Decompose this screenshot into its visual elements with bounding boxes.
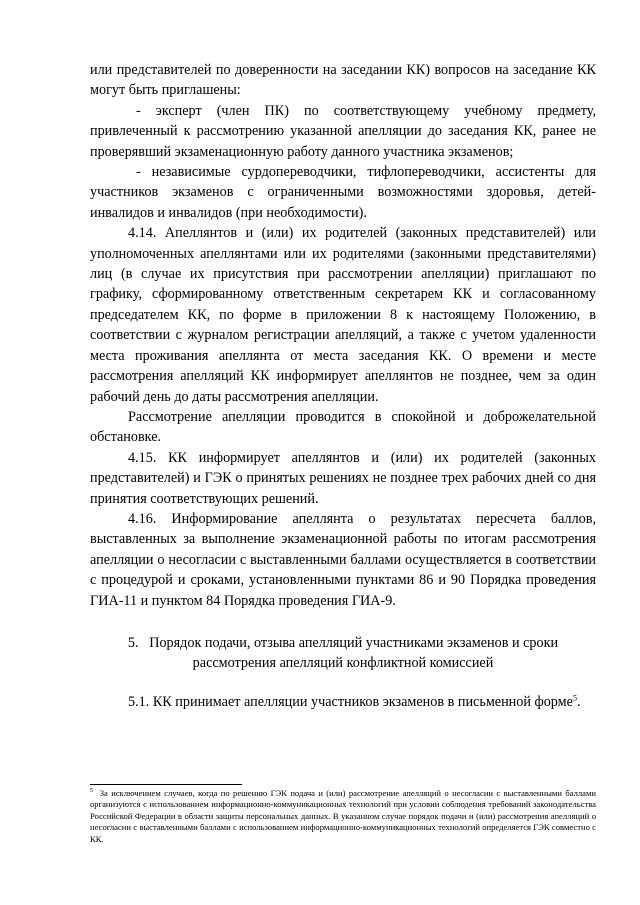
paragraph-calm-atmosphere: Рассмотрение апелляции проводится в спокойной и доброжелательной обстановке. — [90, 408, 596, 446]
clause-4-16: 4.16. Информирование апеллянта о результатах пересчета баллов, выставленных за выполнение экзаменационной работы по итогам рассмотрения апелляции о несогласии с выставленными баллами осуществляется в соответствии с процедурой и сроками, установленными пунктами 86 и 90 Порядка проведения ГИА-11 и пунктом 84 Порядка проведения ГИА-9. — [90, 510, 596, 609]
section-5-heading — [90, 633, 596, 674]
footnote-text: За исключением случаев, когда по решению ГЭК подача и (или) рассмотрение апелляций о несогласии с выставленными баллами организуются с использованием информационно-коммуникационных технологий при условии соблюдения требований законодательства Российской Федерации в области защиты персональных данных. В указанном случае порядок подачи и (или) рассмотрения апелляций о несогласии с выставленными баллами с использованием информационно-коммуникационных технологий определяется ГЭК совместно с КК. — [90, 788, 597, 844]
section-number: 5. — [127, 634, 139, 651]
clause-4-14: 4.14. Апеллянтов и (или) их родителей (законных представителей) или уполномоченных апеллянтами или их родителями (законными представителями) лиц (в случае их присутствия при рассмотрении апелляции) приглашают по графику, сформированному ответственным секретарем КК и согласованному председателем КК, по форме в приложении 8 к настоящему Положению, в соответствии с журналом регистрации апелляций, а также с учетом удаленности места проживания апеллянта от места заседания КК. О времени и месте рассмотрения апелляций КК информирует апеллянтов не позднее, чем за один рабочий день до даты рассмотрения апелляции. — [90, 225, 596, 405]
clause-5-1 — [90, 692, 596, 712]
clause-5-1-text: 5.1. КК принимает апелляции участников экзаменов в письменной форме — [128, 693, 573, 710]
section-title-line1: Порядок подачи, отзыва апелляций участниками экзаменов и сроки — [149, 634, 559, 651]
footnote-number: 5 — [90, 788, 93, 795]
footnote-reference: 5 — [572, 693, 577, 703]
paragraph-invited-intro: или представителей по доверенности на заседании КК) вопросов на заседание КК могут быть приглашены: — [90, 62, 596, 99]
clause-4-15: 4.15. КК информирует апеллянтов и (или) их родителей (законных представителей) и ГЭК о принятых решениях не позднее трех рабочих дней со дня принятия соответствующих решений. — [90, 449, 596, 507]
clause-5-1-end: . — [576, 693, 581, 710]
paragraph-expert: - эксперт (член ПК) по соответствующему учебному предмету, привлеченный к рассмотрению указанной апелляции до заседания КК, ранее не проверявший экзаменационную работу данного участника экзаменов; — [90, 102, 596, 160]
footnote-separator — [90, 784, 242, 785]
footnote — [90, 788, 596, 845]
document-body — [90, 60, 596, 712]
section-title-line2: рассмотрения апелляций конфликтной комиссией — [192, 655, 494, 672]
paragraph-interpreters: - независимые сурдопереводчики, тифлопереводчики, ассистенты для участников экзаменов с ограниченными возможностями здоровья, детей-инвалидов и инвалидов (при необходимости). — [90, 164, 596, 221]
